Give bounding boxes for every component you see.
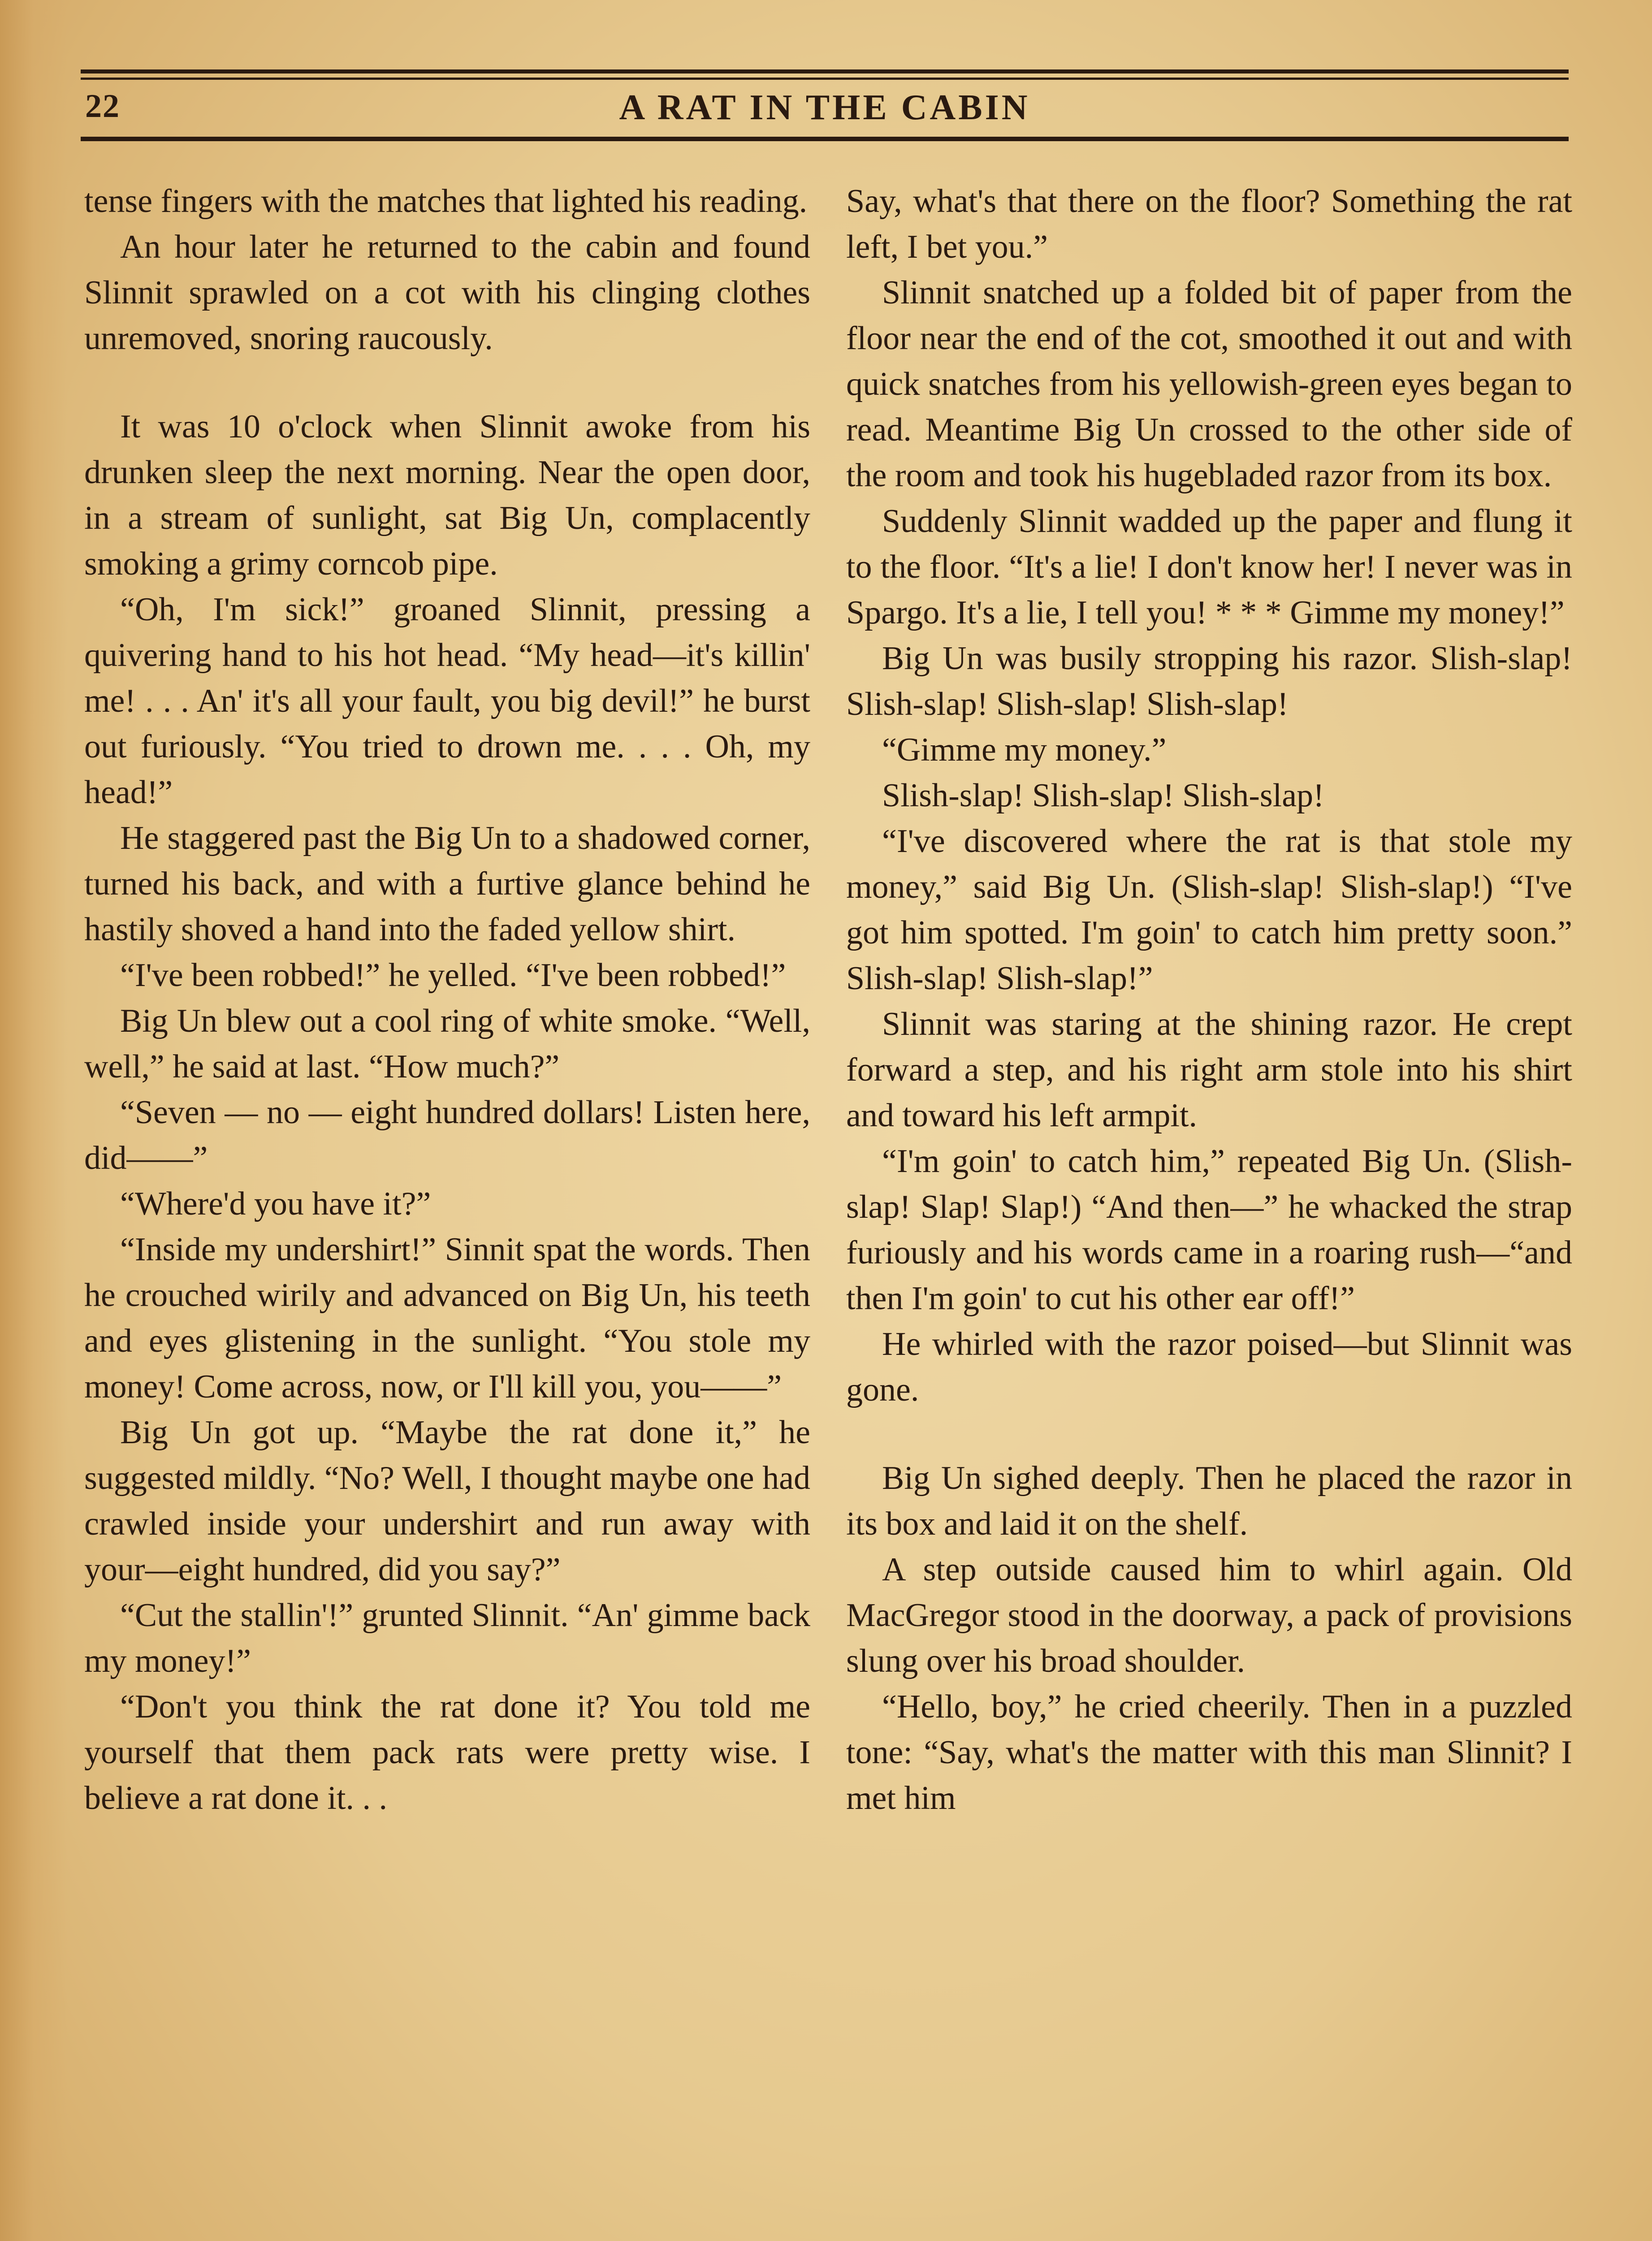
paragraph: A step outside caused him to whirl again. Old MacGregor stood in the doorway, a pack of provisions slung over his broad shoulder. bbox=[846, 1551, 1572, 1679]
running-title: A RAT IN THE CABIN bbox=[619, 88, 1030, 127]
paragraph: He staggered past the Big Un to a shadowed corner, turned his back, and with a furtive glance behind he hastily shoved a hand into the faded yellow shirt. bbox=[84, 820, 810, 948]
paragraph: “Don't you think the rat done it? You told me yourself that them pack rats were pretty wise. I believe a rat done it. . . bbox=[84, 1688, 810, 1817]
paragraph: Slinnit was staring at the shining razor. He crept forward a step, and his right arm stole into his shirt and toward his left armpit. bbox=[846, 1006, 1572, 1134]
paragraph: “I've discovered where the rat is that stole my money,” said Big Un. (Slish-slap! Slish-slap!) “I've got him spotted. I'm goin' to catch him pretty soon.” Slish-slap! Slish-slap!” bbox=[846, 823, 1572, 997]
paragraph: “Oh, I'm sick!” groaned Slinnit, pressing a quivering hand to his hot head. “My head—it's killin' me! . . . An' it's all your fault, you big devil!” he burst out furiously. “You tried to drown me. . . . Oh, my head!” bbox=[84, 591, 810, 811]
paragraph: Big Un was busily stropping his razor. Slish-slap! Slish-slap! Slish-slap! Slish-slap! bbox=[846, 640, 1572, 722]
paragraph: Suddenly Slinnit wadded up the paper and flung it to the floor. “It's a lie! I don't know her! I never was in Spargo. It's a lie, I tell you! * * * Gimme my money!” bbox=[846, 503, 1572, 631]
paragraph: “Where'd you have it?” bbox=[120, 1185, 431, 1222]
paragraph: An hour later he returned to the cabin and found Slinnit sprawled on a cot with his clinging clothes unremoved, snoring raucously. bbox=[84, 229, 810, 357]
paragraph: Big Un got up. “Maybe the rat done it,” he suggested mildly. “No? Well, I thought maybe one had crawled inside your undershirt and run away with your—eight hundred, did you say?” bbox=[84, 1414, 810, 1588]
page-number: 22 bbox=[85, 88, 120, 125]
header-rule-top-thin bbox=[81, 78, 1569, 80]
paragraph: Big Un blew out a cool ring of white smoke. “Well, well,” he said at last. “How much?” bbox=[84, 1003, 810, 1085]
paragraph: Slinnit snatched up a folded bit of paper from the floor near the end of the cot, smoothed it out and with quick snatches from his yellowish-green eyes began to read. Meantime Big Un crossed to the other side of the room and took his hugebladed razor from its box. bbox=[846, 274, 1572, 494]
paragraph: tense fingers with the matches that lighted his reading. bbox=[84, 183, 808, 220]
paragraph: “Seven — no — eight hundred dollars! Listen here, did——” bbox=[84, 1094, 810, 1177]
paragraph: It was 10 o'clock when Slinnit awoke from his drunken sleep the next morning. Near the open door, in a stream of sunlight, sat Big Un, complacently smoking a grimy corncob pipe. bbox=[84, 408, 810, 582]
paragraph: Slish-slap! Slish-slap! Slish-slap! bbox=[882, 777, 1324, 814]
paragraph: He whirled with the razor poised—but Slinnit was gone. bbox=[846, 1326, 1572, 1408]
left-column bbox=[84, 178, 810, 1821]
paragraph: Big Un sighed deeply. Then he placed the razor in its box and laid it on the shelf. bbox=[846, 1460, 1572, 1542]
page-header bbox=[81, 69, 1569, 152]
right-column bbox=[846, 178, 1572, 1821]
paragraph: “Gimme my money.” bbox=[882, 731, 1167, 768]
header-rule-bottom bbox=[81, 137, 1569, 141]
header-rule-top bbox=[81, 69, 1569, 74]
paragraph: “I'm goin' to catch him,” repeated Big Un. (Slish-slap! Slap! Slap!) “And then—” he whacked the strap furiously and his words came in a roaring rush—“and then I'm goin' to cut his other ear off!” bbox=[846, 1143, 1572, 1317]
paragraph: “I've been robbed!” he yelled. “I've been robbed!” bbox=[120, 957, 786, 994]
paragraph: “Cut the stallin'!” grunted Slinnit. “An' gimme back my money!” bbox=[84, 1597, 810, 1679]
paragraph: “Hello, boy,” he cried cheerily. Then in a puzzled tone: “Say, what's the matter with this man Slinnit? I met him bbox=[846, 1688, 1572, 1817]
paragraph: Say, what's that there on the floor? Something the rat left, I bet you.” bbox=[846, 183, 1572, 265]
page-edge-stain bbox=[0, 0, 67, 2241]
paragraph: “Inside my undershirt!” Sinnit spat the words. Then he crouched wirily and advanced on Big Un, his teeth and eyes glistening in the sunlight. “You stole my money! Come across, now, or I'll kill you, you——” bbox=[84, 1231, 810, 1405]
